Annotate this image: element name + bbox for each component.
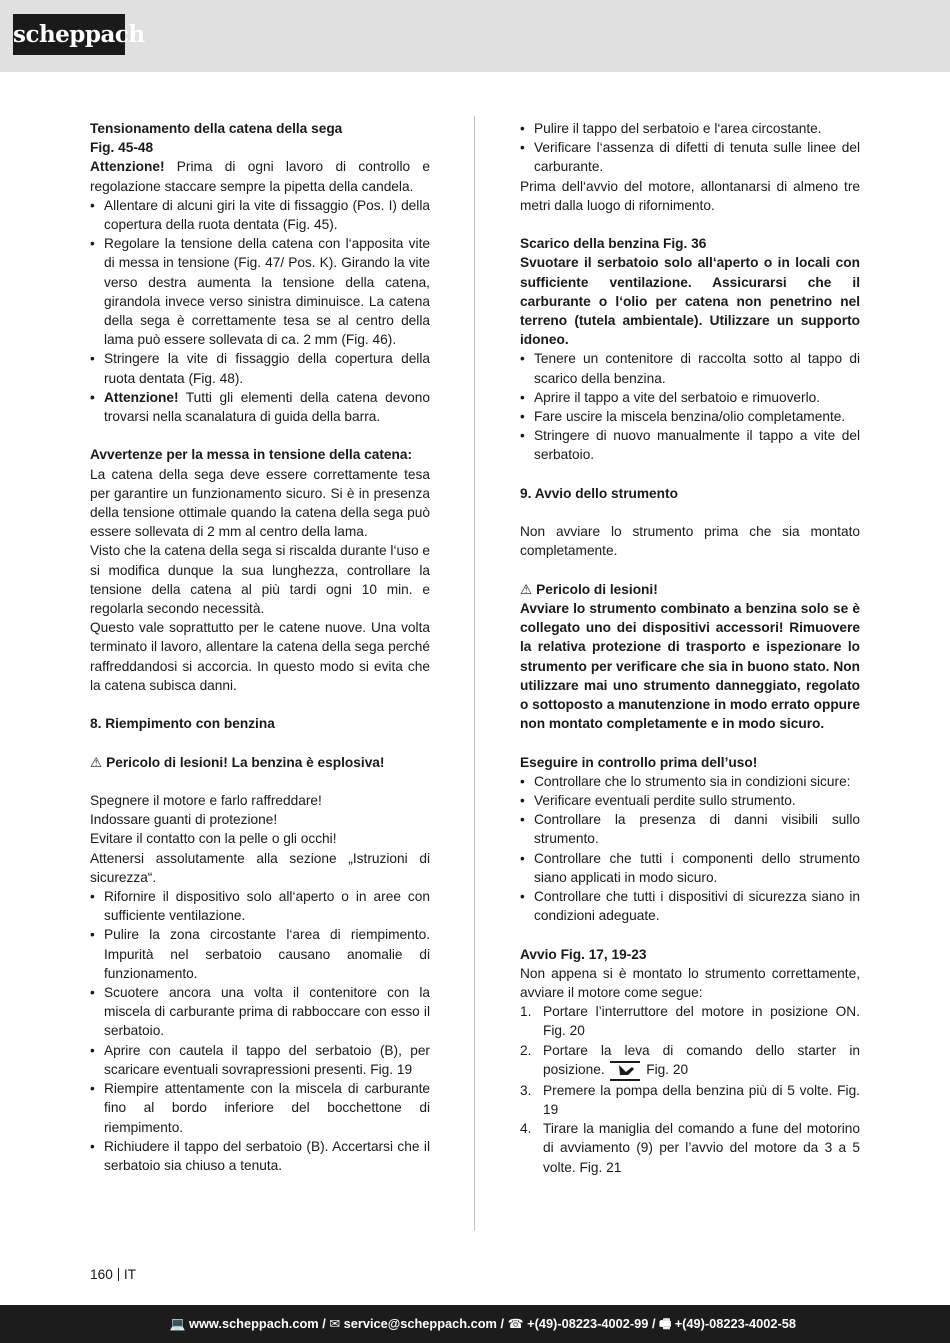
column-divider (474, 116, 475, 1231)
numbered-item: 2. Portare la leva di comando dello starter in posizione. Fig. 20 (520, 1041, 860, 1081)
bullet-icon: • (520, 773, 525, 789)
warning-heading: ⚠ Pericolo di lesioni! La benzina è esplosiva! (90, 754, 385, 770)
list-item: • Controllare che tutti i componenti dello strumento siano applicati in modo sicuro. (520, 850, 860, 885)
attention-label: Attenzione! (90, 159, 165, 175)
bullet-icon: • (520, 889, 525, 905)
warning-icon: ⚠ (520, 581, 533, 597)
list-item: • Tenere un contenitore di raccolta sotto al tappo di scarico della benzina. (520, 351, 860, 386)
bullet-icon: • (520, 121, 525, 136)
warning-paragraph: Svuotare il serbatoio solo all‘aperto o in locali con sufficiente ventilazione. Assicurarsi che il carburante o l‘olio per catena non penetrino nel terreno (tutela ambientale). Utilizzare un supporto idoneo. (520, 255, 860, 348)
bullet-icon: • (520, 812, 525, 828)
warning-icon: ⚠ (90, 754, 103, 770)
warning-paragraph: Avviare lo strumento combinato a benzina solo se è collegato uno dei dispositivi accessori! Rimuovere la relativa protezione di trasporto e ispezionare lo strumento per verificare che sia in buono stato. Non utilizzare mai uno strumento danneggiato, regolato o sottoposto a manutenzione in modo errato oppure non montato completamente e in modo sicuro. (520, 601, 860, 732)
list-item: • Pulire il tappo del serbatoio e l‘area circostante. (520, 119, 860, 138)
list-item: • Pulire la zona circostante l‘area di riempimento. Impurità nel serbatoio causano anomalie di funzionamento. (90, 927, 430, 981)
bullet-icon: • (90, 236, 95, 252)
list-item: • Fare uscire la miscela benzina/olio completamente. (520, 407, 860, 426)
list-item: • Controllare che lo strumento sia in condizioni sicure: (520, 772, 860, 791)
bullet-icon: • (520, 351, 525, 367)
paragraph: Attenersi assolutamente alla sezione „Istruzioni di sicurezza“. (90, 850, 430, 885)
list-item: • Verificare eventuali perdite sullo strumento. (520, 791, 860, 810)
section-title: Eseguire in controllo prima dell’uso! (520, 754, 758, 770)
attention-paragraph (90, 157, 430, 195)
warning-heading: ⚠ Pericolo di lesioni! (520, 581, 658, 597)
paragraph: La catena della sega deve essere correttamente tesa per garantire un funzionamento sicuro. Si è in presenza della tensione ottimale quando la catena della sega può essere sollevata di 2 mm al centro della lama. (90, 466, 430, 540)
page-footer (0, 1305, 950, 1343)
contact-line: 💻 www.scheppach.com / ✉ service@scheppach.com / ☎ +(49)-08223-4002-99 / 🖷 +(49)-08223-4002-58 (169, 1316, 796, 1331)
section-figure-ref: Fig. 45-48 (90, 140, 154, 156)
section-title: Avvertenze per la messa in tensione della catena: (90, 447, 413, 463)
paragraph: Spegnere il motore e farlo raffreddare! (90, 793, 322, 809)
attention-text: Prima di ogni lavoro di controllo e regolazione staccare sempre la pipetta della candela. (90, 159, 430, 194)
list-item: • Stringere la vite di fissaggio della copertura della ruota dentata (Fig. 48). (90, 351, 430, 386)
list-item: • Controllare la presenza di danni visibili sullo strumento. (520, 812, 860, 847)
bullet-icon: • (90, 889, 95, 905)
section-title: Tensionamento della catena della sega (90, 121, 343, 136)
paragraph: Visto che la catena della sega si riscalda durante l‘uso e si modifica dunque la sua lunghezza, controllare la tensione della catena al più tardi ogni 10 min. e regolarla secondo necessità. (90, 543, 430, 617)
paragraph: Prima dell‘avvio del motore, allontanarsi di almeno tre metri dalla luogo di rifornimento. (520, 178, 860, 213)
page-header (0, 0, 950, 72)
numbered-item: 4. Tirare la maniglia del comando a fune del motorino di avviamento (9) per l’avvio del motore da 3 a 5 volte. Fig. 21 (520, 1121, 860, 1175)
bullet-icon: • (90, 1138, 95, 1154)
chapter-title: 9. Avvio dello strumento (520, 485, 678, 501)
bullet-icon: • (90, 1081, 95, 1097)
numbered-item: 3. Premere la pompa della benzina più di 5 volte. Fig. 19 (520, 1082, 860, 1118)
paragraph: Questo vale soprattutto per le catene nuove. Una volta terminato il lavoro, allentare la catena della sega perché raffreddandosi si accorcia. In questo modo si evita che la catena subisca danni. (90, 620, 430, 693)
bullet-icon: • (520, 389, 525, 405)
section-title: Avvio Fig. 17, 19-23 (520, 946, 647, 962)
paragraph: Evitare il contatto con la pelle o gli occhi! (90, 831, 337, 847)
bullet-icon: • (520, 850, 525, 866)
list-item: • Richiudere il tappo del serbatoio (B). Accertarsi che il serbatoio sia chiuso a tenuta. (90, 1138, 430, 1173)
list-item: • Allentare di alcuni giri la vite di fissaggio (Pos. I) della copertura della ruota dentata (Fig. 45). (90, 197, 430, 233)
numbered-item: 1. Portare l’interruttore del motore in posizione ON. Fig. 20 (520, 1004, 860, 1039)
brand-logo: scheppach (13, 14, 125, 55)
list-item: • Controllare che tutti i dispositivi di sicurezza siano in condizioni adeguate. (520, 889, 860, 924)
bullet-icon: • (520, 428, 525, 444)
paragraph: Non avviare lo strumento prima che sia montato completamente. (520, 524, 860, 559)
right-column (520, 119, 860, 1177)
list-item: • Riempire attentamente con la miscela di carburante fino al bordo inferiore del bocchettone di riempimento. (90, 1081, 430, 1135)
bullet-icon: • (520, 140, 525, 156)
choke-lever-icon (610, 1061, 640, 1081)
left-column (90, 119, 430, 1175)
attention-label: Attenzione! (104, 389, 179, 405)
bullet-icon: • (90, 927, 95, 943)
list-item: • Aprire con cautela il tappo del serbatoio (B), per scaricare eventuali sovrapressioni presenti. Fig. 19 (90, 1042, 430, 1077)
section-title: Scarico della benzina Fig. 36 (520, 236, 707, 252)
bullet-icon: • (90, 351, 95, 367)
page-number: 160 IT (90, 1267, 137, 1282)
list-item: • Stringere di nuovo manualmente il tappo a vite del serbatoio. (520, 428, 860, 463)
bullet-icon: • (90, 985, 95, 1001)
list-item: • Verificare l‘assenza di difetti di tenuta sulle linee del carburante. (520, 140, 860, 175)
bullet-icon: • (520, 793, 525, 809)
bullet-icon: • (90, 1042, 95, 1058)
bullet-icon: • (90, 197, 95, 213)
paragraph: Non appena si è montato lo strumento correttamente, avviare il motore come segue: (520, 965, 860, 1001)
list-item: • Attenzione! Tutti gli elementi della catena devono trovarsi nella scanalatura di guida della barra. (90, 389, 430, 425)
bullet-icon: • (90, 389, 95, 405)
list-item: • Regolare la tensione della catena con l‘apposita vite di messa in tensione (Fig. 47/ Pos. K). Girando la vite verso destra aumenta la tensione della catena, girandola invece verso sinistra diminuisce. La catena della sega è correttamente tesa se al centro della lama può essere sollevata di ca. 2 mm (Fig. 46). (90, 236, 430, 348)
paragraph: Indossare guanti di protezione! (90, 812, 278, 828)
chapter-title: 8. Riempimento con benzina (90, 716, 275, 732)
list-item: • Aprire il tappo a vite del serbatoio e rimuoverlo. (520, 388, 860, 407)
list-item: • Scuotere ancora una volta il contenitore con la miscela di carburante prima di rabboccare con esso il serbatoio. (90, 985, 430, 1039)
bullet-icon: • (520, 409, 525, 425)
list-item: • Rifornire il dispositivo solo all‘aperto o in aree con sufficiente ventilazione. (90, 889, 430, 924)
